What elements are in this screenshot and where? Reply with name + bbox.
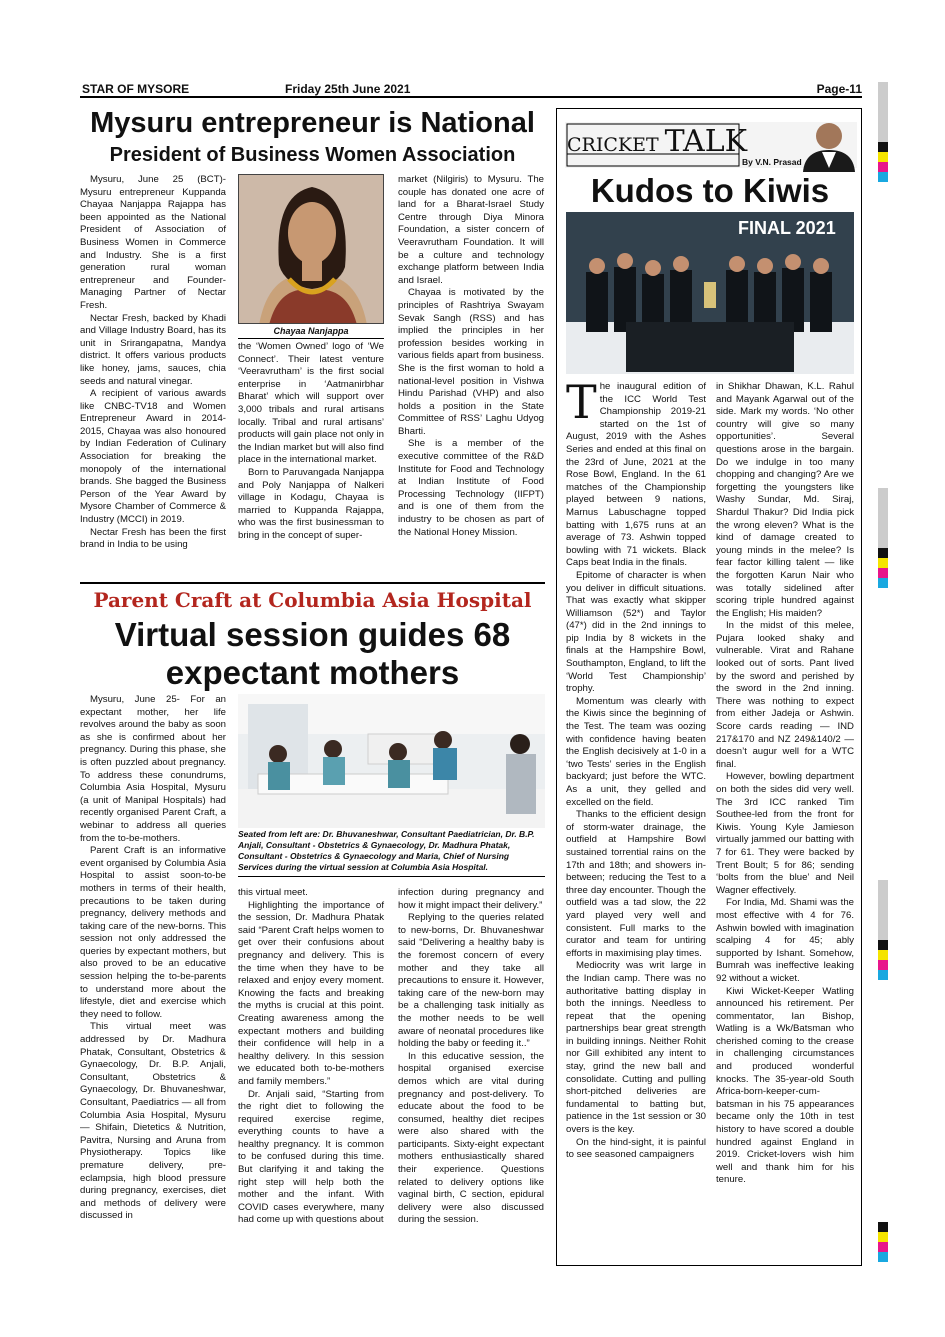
paragraph: market (Nilgiris) to Mysuru. The couple has donated one acre of land for a Bharat-Israel Study Centre through Diya Minora Foundation, a sister concern of Veeravrutham Foundation. It will be a culture and technology exchange platform between India and Israel. [398,174,544,286]
article2-kicker: Parent Craft at Columbia Asia Hospital [93,588,532,612]
session-photo [238,694,545,828]
paragraph: Born to Paruvangada Nanjappa and Poly Nanjappa of Nalkeri village in Kodagu, Chayaa is married to Kuppanda Rajappa, who was the first businessman to bring in the concept of super- [238,466,384,541]
dropcap: T [566,375,597,429]
paragraph-text: he inaugural edition of the ICC World Test Championship 2019-21 started on the 1st of August, 2019 with the Ashes Series and ended at this final on the 23rd of June, 2021 at the Rose Bowl, England. In the 61 matches of the Championship played between 9 nations, Marnus Labuschagne topped batting with 1,675 runs at an average of 73. Ashwin topped bowling with 71 wickets. Black Caps beat India in the finals. [566,381,706,569]
session-photo-caption: Seated from left are: Dr. Bhuvaneshwar, Consultant Paediatrician, Dr. B.P. Anjali, Consultant - Obstetrics & Gynaecology, Dr. Madhura Phatak, Consultant - Obstetrics & Gynaecology and Maria, Chief of Nursing Services during the virtual session at Columbia Asia Hospital. [238,829,545,877]
cricket-headline: Kudos to Kiwis [590,172,830,209]
paragraph: In the midst of this melee, Pujara looked shaky and vulnerable. Virat and Rahane looked out of sorts. Pant lived by the sword and perished by the sword in the 2nd inning. There was nothing to expect from either Jadeja or Ashwin. Score cards reading — IND 217&170 and NZ 249&140/2 — doesn’t augur well for a WTC final. [716,620,854,770]
paragraph: Mysuru, June 25- For an expectant mother, her life revolves around the baby as soon as she is confirmed about her pregnancy. During this phase, she is often puzzled about pregnancy. To address these conundrums, Columbia Asia Hospital, Mysuru (a unit of Manipal Hospitals) had recently organised Parent Craft, a webinar to address all queries from the to-be-mothers. [80,694,226,844]
column-title-big: TALK [664,124,748,159]
issue-date: Friday 25th June 2021 [285,82,411,96]
article1-column-1 [80,174,226,552]
paragraph: Mysuru, June 25 (BCT)- Mysuru entrepreneur Kuppanda Chayaa Nanjappa Rajappa has been appointed as the National President of Association of Business Women in Commerce and Industry. She is a first generation rural woman entrepreneur and Founder-Managing Partner of Nectar Fresh. [80,174,226,311]
paragraph: Replying to the queries related to new-borns, Dr. Bhuvaneshwar said “Delivering a healthy baby is the foremost concern of every mother and they take all precautions to ensure it. However, taking care of the new-born may be a challenging task initially as the mother needs to be well aware of neonatal procedures like holding the baby or feeding it..” [398,912,544,1050]
headline-line: Virtual session guides 68 [114,616,511,653]
paragraph: Nectar Fresh has been the first brand in India to be using [80,526,226,551]
paragraph: this virtual meet. [238,887,308,898]
paragraph: the ‘Women Owned’ logo of ‘We Connect’. Their latest venture ‘Veeravrutham’ is the first social enterprise in ‘Aatmanirbhar Bharat’ which will support over 3,000 tribals and rural artisans locally. Tribal and rural artisans’ products will gain place not only in the Indian market but will also find place in the international market. [238,341,384,466]
paragraph: In this educative session, the hospital organised exercise demos which are vital during pregnancy and post-delivery. To educate about the food to be consumed, healthy diet recipes were also shared with the participants. Sixty-eight expectant mothers enthusiastically shared their experience. Questions related to delivery options like vaginal birth, C section, epidural delivery were also discussed during the session. [398,1050,544,1226]
margin-bar [878,880,888,940]
paragraph: However, bowling department on both the sides did very well. The 3rd ICC ranked Tim Southee-led from the front for Kiwis. Young Kyle Jamieson virtually jammed our batting with 7 for 61. They were backed by Trent Boult; 5 for 86; sending ‘bolts from the blue’ and Neil Wagner effectively. [716,771,854,896]
paragraph [566,375,706,570]
publication-name: STAR OF MYSORE [82,82,190,96]
paragraph: On the hind-sight, it is painful to see seasoned campaigners [566,1136,706,1161]
article1-headline: Mysuru entrepreneur is National [90,107,535,139]
paragraph: Mediocrity was writ large in the Indian camp. There was no authoritative batting display in both the innings. Needless to repeat that the opening partnerships bear great strength in building innings. Neither Rohit nor Gill exhibited any intent to stay, grind the new ball and consolidate. Cutting and pulling short-pitched deliveries are fundamental to batting but, patience in the 1st session or 30 overs is the key. [566,960,706,1136]
article2-column-1 [80,694,226,1223]
portrait-caption: Chayaa Nanjappa [238,324,384,339]
portrait-photo [238,174,384,324]
page-number: Page-11 [816,82,862,96]
photo-banner-text: FINAL 2021 [738,218,836,238]
article1-subheadline: President of Business Women Association [109,144,516,166]
paragraph: For India, Md. Shami was the most effective with 4 for 76. Ashwin bowled with imagination scalping 4 for 45; ably supported by Ishant. Somehow, Bumrah was ineffective leaking 92 without a wicket. [716,897,854,984]
paragraph: Kiwi Wicket-Keeper Watling announced his retirement. Per commentator, Ian Bishop, Watling is a Wk/Batsman who cherished coming to the crease in challenging circumstances and produced wonderful knocks. The 35-year-old South Africa-born-keeper-cum-batsman in his 75 appearances became only the 10th in test history to have scored a double hundred against England in 2019. Cricket-lovers wish him well and thank him for his tenure. [716,985,854,1186]
column-title-small: CRICKET [567,134,659,156]
byline: By V.N. Prasad [742,157,802,167]
paragraph: Parent Craft is an informative event organised by Columbia Asia Hospital to assist soon-to-be mothers in terms of their health, precautions to be taken during pregnancy, delivery methods and taking care of the new-borns. This session not only addressed the queries by expectant mothers, but also proved to be an educative session helping the to-be-parents to understand more about the lifestyle, diet and exercise which they need to follow. [80,845,226,1020]
paragraph: Momentum was clearly with the Kiwis since the beginning of the Test. The team was oozing with confidence having beaten the English decisively at 1-0 in a ‘two Tests’ series in the English backyard; just before the WTC. As a unit, they gelled and excelled on the field. [566,695,706,808]
paragraph: Highlighting the importance of the session, Dr. Madhura Phatak said “Parent Craft helps women to get over their confusions about pregnancy and delivery. This is the time when they have to be relaxed and enjoy every moment. Knowing the facts and breaking the myths is crucial at this point. Creating awareness among the expectant mothers and building their confidence will help in a healthy delivery. In this session we educated both to-be-mothers and family members.” [238,899,384,1087]
paragraph: Chayaa is motivated by the principles of Rashtriya Swayam Sevak Sangh (RSS) and has implied the principles in her profession besides working in various fields apart from business. She is the first woman to hold a national-level position in Vishwa Hindu Parishad (VHP) and also holds a position in the State Committee of RSS’ Laghu Udyog Bharti. [398,287,544,437]
headline-line: expectant mothers [165,654,460,691]
color-registration-mark [878,142,888,182]
paragraph: infection during pregnancy and how it might impact their delivery.” [398,887,544,911]
cricket-column-2 [716,381,854,1187]
paragraph: Dr. Anjali said, “Starting from the right diet to following the required exercise regime, everything counts to have a healthy pregnancy. It is common to be confused during this time. But clarifying it and taking the right step will help both the mother and the infant. With COVID cases everywhere, many had come up with questions about [238,1088,384,1226]
color-registration-mark [878,548,888,588]
article2-column-2 [238,887,384,1227]
section-divider [80,582,545,584]
cricket-column-1 [566,375,706,1162]
paragraph: She is a member of the executive committee of the R&D Institute for Food and Technology at Indian Institute of Food Processing Technology (IIFPT) and is one of them from the industry to be chosen as part of the National Honey Mission. [398,438,544,538]
paragraph: Nectar Fresh, backed by Khadi and Village Industry Board, has its unit in Srirangapatna, Mandya district. It offers various products like honey, jams, sauces, chia seeds and natural vinegar. [80,312,226,387]
column-title [567,124,747,159]
color-registration-mark [878,1222,888,1262]
page-header [80,80,862,98]
paragraph: A recipient of various awards like CNBC-TV18 and Women Entrepreneur Award in 2014-2015, Chayaa was also honoured by Indian Federation of Culinary Association for breaking the monopoly of the international brands. She bagged the Business Person of the Year Award by Mysore Chamber of Commerce & Industry (MCCI) in 2019. [80,388,226,526]
paragraph: Thanks to the efficient design of storm-water drainage, the outfield at Hampshire Bowl sustained torrential rains on the 17th and 18th; and showers in-between; reducing the Test to a three day encounter. Though the outfield was a tad slow, the 22 yard played very well and consistent. Full marks to the curator and team for untiring efforts in maximising play times. [566,809,706,959]
article1-column-2 [238,341,384,543]
article2-column-3 [398,887,544,1227]
paragraph: This virtual meet was addressed by Dr. Madhura Phatak, Consultant, Obstetrics & Gynaecology, Dr. B.P. Anjali, Consultant, Obstetrics & Gynaecology, Dr. Bhuvaneshwar, Consultant, Paediatrics — all from Columbia Asia Hospital, Mysuru — Shifain, Dietetics & Nutrition, Pavitra, Nursing and Aruna from Physiotherapy. Topics like premature delivery, pre-eclampsia, high blood pressure during pregnancy, exercises, diet and methods of delivery were discussed in [80,1021,226,1222]
article2-headline [80,616,545,692]
paragraph: in Shikhar Dhawan, K.L. Rahul and Mayank Agarwal out of the side. Mark my words. ‘No other country will give so many opportunities’. Several questions arose in the bargain. Do we indulge in too many chopping and changing? Are we forgetting the youngsters like Washy Sundar, Md. Siraj, Shardul Thakur? Did India pick the wrong eleven? What is the kind of damage created to young minds in the melee? Is fear factor killing talent — like the forgotten Karun Nair who was totally sidelined after scoring triple hundred against the English; His maiden? [716,381,854,619]
margin-bar [878,82,888,142]
paragraph: Epitome of character is when you deliver in difficult situations. That was exactly what skipper Williamson (52*) and Taylor (47*) did in the 2nd innings to pip India by 8 wickets in the finals at the Hampshire Bowl, Southampton, England, to lift the ‘World Test Championship’ trophy. [566,569,706,695]
team-photo [566,212,854,374]
article1-column-3 [398,174,544,539]
color-registration-mark [878,940,888,980]
margin-bar [878,488,888,548]
